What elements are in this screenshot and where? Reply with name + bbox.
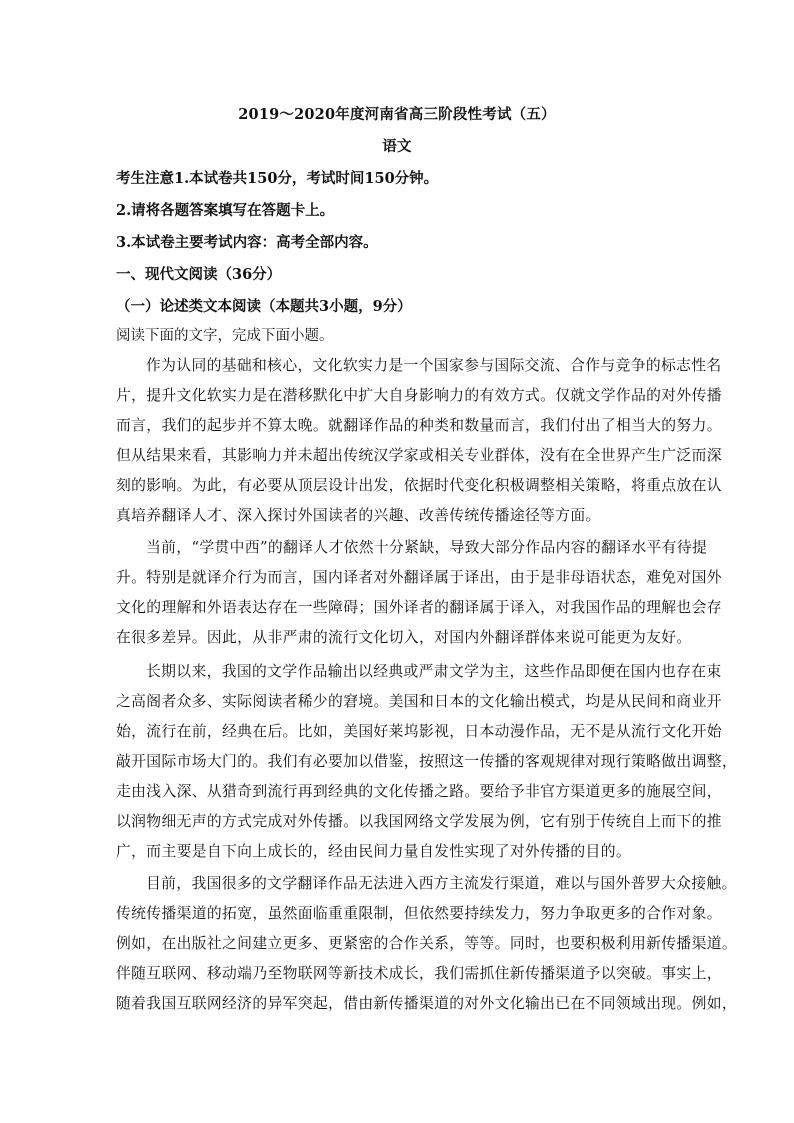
passage-line: 长期以来，我国的文学作品输出以经典或严肃文学为主，这些作品即便在国内也存在束 [146, 663, 722, 680]
passage-line: 始，流行在前，经典在后。比如，美国好莱坞影视，日本动漫作品，无不是从流行文化开始 [116, 723, 722, 740]
subject-title: 语文 [382, 138, 412, 155]
passage-line: 真培养翻译人才、深入探讨外国读者的兴趣、改善传统传播途径等方面。 [116, 507, 601, 524]
notice-line-2: 2.请将各题答案填写在答题卡上。 [116, 202, 335, 219]
passage-line: 之高阁者众多、实际阅读者稀少的窘境。美国和日本的文化输出模式，均是从民间和商业开 [116, 693, 722, 710]
reading-instruction: 阅读下面的文字，完成下面小题。 [116, 328, 334, 344]
section-title: 一、现代文阅读（36分） [116, 266, 282, 283]
passage-line: 刻的影响。为此，有必要从顶层设计出发，依据时代变化积极调整相关策略，将重点放在认 [116, 477, 722, 494]
section-subtitle: （一）论述类文本阅读（本题共3小题，9分） [116, 298, 412, 315]
passage-line: 片，提升文化软实力是在潜移默化中扩大自身影响力的有效方式。仅就文学作品的对外传播 [116, 387, 722, 404]
passage-line: 走由浅入深、从猎奇到流行再到经典的文化传播之路。要给予非官方渠道更多的施展空间， [116, 783, 722, 800]
passage-line: 文化的理解和外语表达存在一些障碍；国外译者的翻译属于译入，对我国作品的理解也会存 [116, 599, 722, 616]
passage-line: 作为认同的基础和核心，文化软实力是一个国家参与国际交流、合作与竞争的标志性名 [146, 357, 722, 374]
passage-line: 传统传播渠道的拓宽，虽然面临重重限制，但依然要持续发力，努力争取更多的合作对象。 [116, 905, 722, 922]
passage-line: 例如，在出版社之间建立更多、更紧密的合作关系，等等。同时，也要积极利用新传播渠道。 [116, 935, 738, 952]
passage-line: 升。特别是就译介行为而言，国内译者对外翻译属于译出，由于是非母语状态，难免对国外 [116, 569, 722, 586]
passage-line: 伴随互联网、移动端乃至物联网等新技术成长，我们需抓住新传播渠道予以突破。事实上， [116, 965, 722, 982]
passage-line: 广，而主要是自下向上成长的，经由民间力量自发性实现了对外传播的目的。 [116, 843, 631, 860]
passage-line: 目前，我国很多的文学翻译作品无法进入西方主流发行渠道，难以与国外普罗大众接触。 [146, 875, 737, 892]
passage-line: 当前，“学贯中西”的翻译人才依然十分紧缺，导致大部分作品内容的翻译水平有待提 [146, 539, 708, 556]
notice-line-3: 3.本试卷主要考试内容：高考全部内容。 [116, 234, 378, 251]
passage-line: 敲开国际市场大门的。我们有必要加以借鉴，按照这一传播的客观规律对现行策略做出调整， [116, 753, 738, 770]
passage-line: 在很多差异。因此，从非严肃的流行文化切入，对国内外翻译群体来说可能更为友好。 [116, 629, 692, 646]
notice-line-1: 考生注意1.本试卷共150分，考试时间150分钟。 [116, 170, 439, 187]
passage-line: 以润物细无声的方式完成对外传播。以我国网络文学发展为例，它有别于传统自上而下的推 [116, 813, 722, 830]
exam-title: 2019～2020年度河南省高三阶段性考试（五） [238, 106, 556, 123]
passage-line: 而言，我们的起步并不算太晚。就翻译作品的种类和数量而言，我们付出了相当大的努力。 [116, 417, 722, 434]
passage-line: 但从结果来看，其影响力并未超出传统汉学家或相关专业群体，没有在全世界产生广泛而深 [116, 447, 722, 464]
passage-line: 随着我国互联网经济的异军突起，借由新传播渠道的对外文化输出已在不同领域出现。例如， [116, 995, 738, 1012]
